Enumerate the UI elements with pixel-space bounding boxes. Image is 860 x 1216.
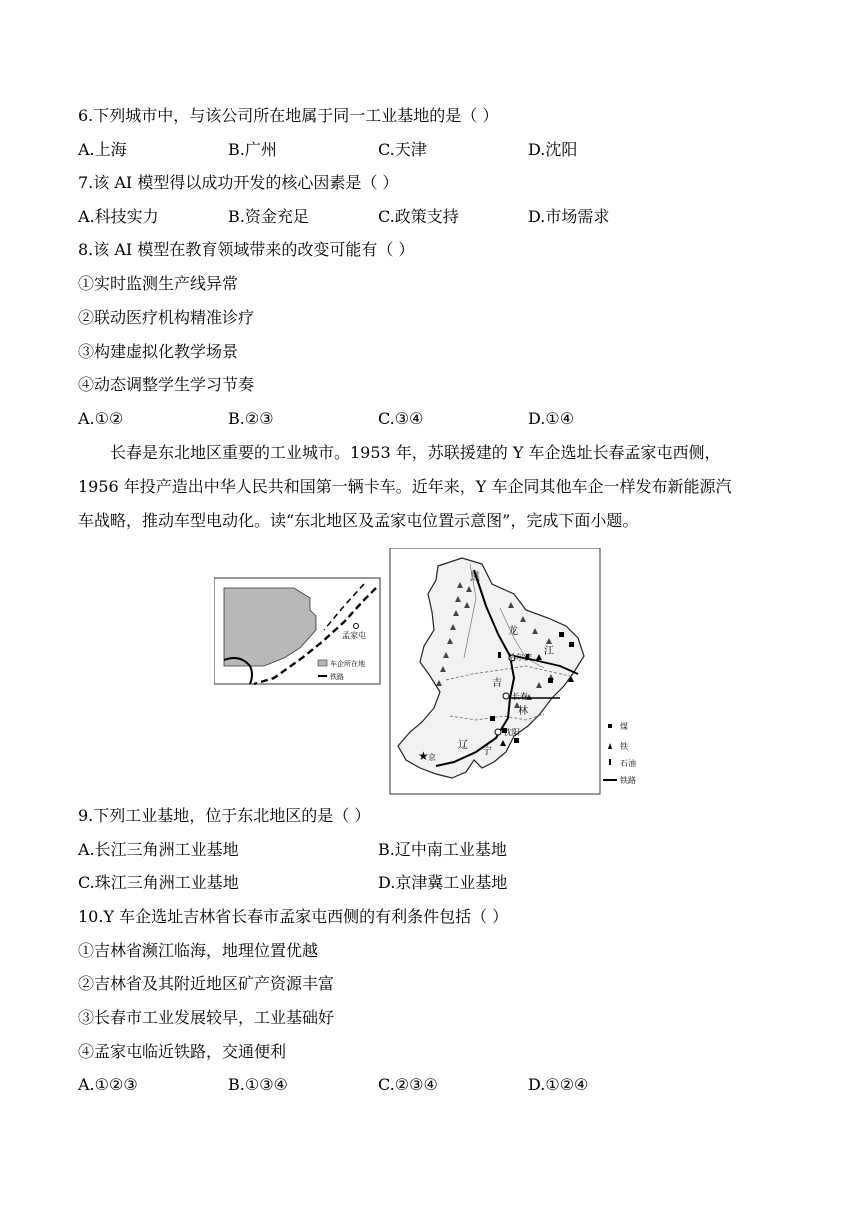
passage xyxy=(78,436,778,538)
beijing-star-icon: ★ xyxy=(418,749,429,763)
q9-option-b: B.辽中南工业基地 xyxy=(378,840,507,859)
q10-item-1: ①吉林省濒江临海，地理位置优越 xyxy=(78,941,319,960)
q6-option-c: C.天津 xyxy=(378,140,427,159)
shenyang-marker xyxy=(495,729,501,735)
q9-stem: 9.下列工业基地，位于东北地区的是（ ） xyxy=(78,806,371,825)
inset-map xyxy=(214,578,380,684)
q9-option-a: A.长江三角洲工业基地 xyxy=(78,840,239,859)
legend-inset-railway-label: 铁路 xyxy=(330,673,344,681)
q10-item-2: ②吉林省及其附近地区矿产资源丰富 xyxy=(78,974,335,993)
q8-option-c: C.③④ xyxy=(378,409,424,428)
q7-option-c: C.政策支持 xyxy=(378,207,459,226)
q10-stem: 10.Y 车企选址吉林省长春市孟家屯西侧的有利条件包括（ ） xyxy=(78,907,509,926)
harbin-label: 哈尔滨 xyxy=(508,653,532,662)
prov-lin: 林 xyxy=(518,706,528,717)
passage-line-2: 1956 年投产造出中华人民共和国第一辆卡车。近年来，Y 车企同其他车企一样发布新能源汽 xyxy=(78,477,732,496)
mengjiatun-label: 孟家屯 xyxy=(342,631,366,640)
changchun-label: 长春 xyxy=(512,692,528,701)
q6-stem: 6.下列城市中，与该公司所在地属于同一工业基地的是（ ） xyxy=(78,106,499,125)
prov-liao: 辽 xyxy=(458,740,468,751)
q7-option-a: A.科技实力 xyxy=(78,207,159,226)
q10-item-3: ③长春市工业发展较早，工业基础好 xyxy=(78,1008,335,1027)
q10-option-a: A.①②③ xyxy=(78,1075,138,1094)
q8-option-b: B.②③ xyxy=(228,409,274,428)
q8-option-a: A.①② xyxy=(78,409,124,428)
q8-item-1: ①实时监测生产线异常 xyxy=(78,274,239,293)
changchun-marker xyxy=(503,693,509,699)
q7-option-b: B.资金充足 xyxy=(228,207,309,226)
legend-railway-label: 铁路 xyxy=(620,776,636,785)
legend-coal-icon xyxy=(608,724,612,728)
prov-jiang: 江 xyxy=(544,646,554,657)
legend-iron-label: 铁 xyxy=(620,742,628,751)
legend-oil-icon xyxy=(609,759,611,765)
q9-option-c: C.珠江三角洲工业基地 xyxy=(78,873,239,892)
passage-line-3: 车战略，推动车型电动化。读“东北地区及孟家屯位置示意图”，完成下面小题。 xyxy=(78,511,639,530)
prov-ji: 吉 xyxy=(492,678,502,689)
q6-option-b: B.广州 xyxy=(228,140,277,159)
q8-stem: 8.该 AI 模型在教育领域带来的改变可能有（ ） xyxy=(78,240,415,259)
prov-long: 龙 xyxy=(508,626,518,637)
q10-option-d: D.①②④ xyxy=(528,1075,589,1094)
prov-ning: 宁 xyxy=(482,746,492,757)
map-figure-svg xyxy=(214,548,654,796)
passage-line-1: 长春是东北地区重要的工业城市。1953 年，苏联援建的 Y 车企选址长春孟家屯西侧， xyxy=(110,443,721,462)
shenyang-label: 沈阳 xyxy=(504,728,520,737)
prov-hei: 黑 xyxy=(470,572,480,583)
q7-stem: 7.该 AI 模型得以成功开发的核心因素是（ ） xyxy=(78,173,399,192)
legend-coal-label: 煤 xyxy=(620,722,628,731)
legend-oil-label: 石油 xyxy=(620,759,636,768)
q10-item-4: ④孟家屯临近铁路，交通便利 xyxy=(78,1042,287,1061)
map-legend xyxy=(603,721,636,785)
q7-option-d: D.市场需求 xyxy=(528,207,610,226)
q8-item-3: ③构建虚拟化教学场景 xyxy=(78,342,239,361)
northeast-map-figure xyxy=(214,548,654,796)
legend-company-swatch xyxy=(318,660,327,666)
q8-item-2: ②联动医疗机构精准诊疗 xyxy=(78,308,255,327)
northeast-map xyxy=(390,548,600,794)
q8-option-d: D.①④ xyxy=(528,409,575,428)
q6-option-a: A.上海 xyxy=(78,140,127,159)
legend-iron-icon xyxy=(608,743,612,749)
q8-item-4: ④动态调整学生学习节奏 xyxy=(78,375,255,394)
q10-option-b: B.①③④ xyxy=(228,1075,288,1094)
q9-option-d: D.京津冀工业基地 xyxy=(378,873,508,892)
beijing-label: 京 xyxy=(428,753,436,762)
q10-option-c: C.②③④ xyxy=(378,1075,438,1094)
legend-company-label: 车企所在地 xyxy=(330,660,365,668)
q6-option-d: D.沈阳 xyxy=(528,140,578,159)
